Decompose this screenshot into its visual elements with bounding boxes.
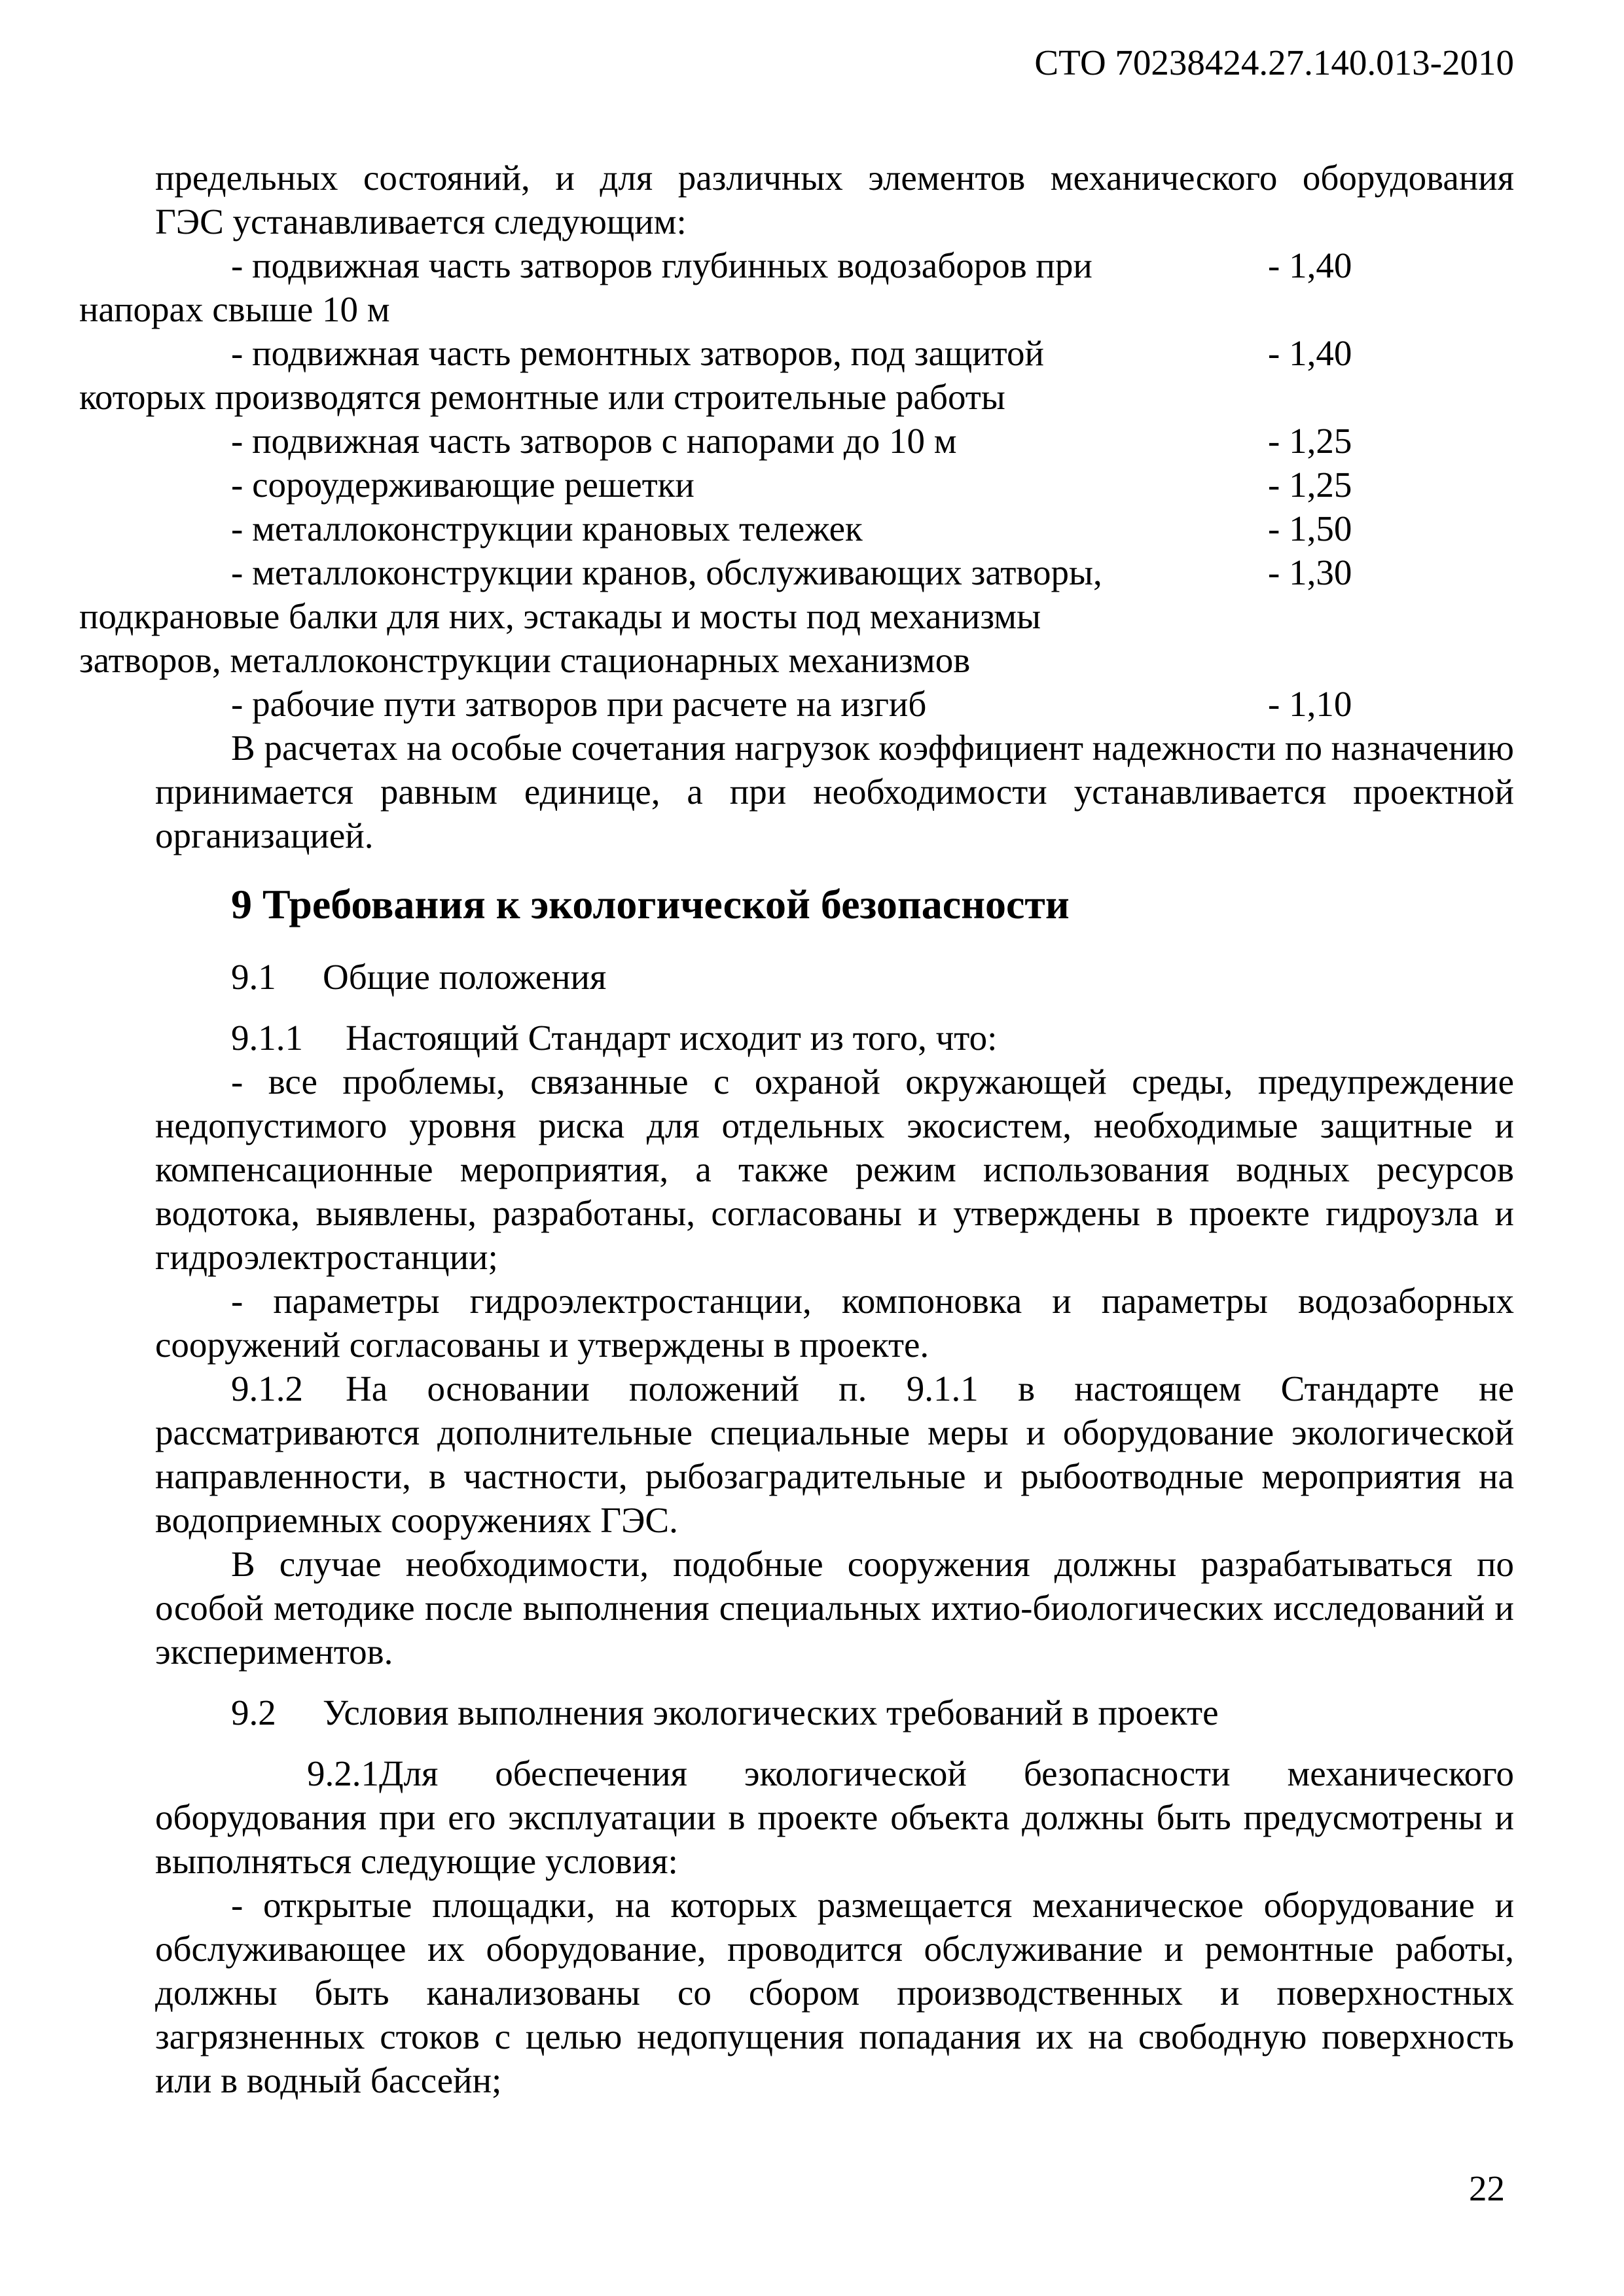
page-body (79, 156, 1514, 2102)
coefficient-value: - 1,10 (1268, 684, 1352, 724)
coefficient-label-line: подкрановые балки для них, эстакады и мосты под механизмы (79, 596, 1041, 636)
coefficient-item (79, 331, 1514, 419)
coefficient-label: - металлоконструкции крановых тележек (231, 509, 863, 548)
coefficient-label-line: - металлоконструкции кранов, обслуживающих затворы, (231, 552, 1102, 592)
section-title: Требования к экологической безопасности (262, 881, 1070, 927)
coefficient-label-line: напорах свыше 10 м (79, 289, 390, 329)
subsection-heading-9-2 (155, 1691, 1514, 1734)
coefficient-label: - рабочие пути затворов при расчете на изгиб (231, 684, 927, 724)
subsection-number: 9.1 (231, 957, 276, 997)
clause-lead-text: Настоящий Стандарт исходит из того, что: (346, 1018, 998, 1058)
coefficient-label-line: которых производятся ремонтные или строительные работы (79, 377, 1005, 417)
clause-text: Для обеспечения экологической безопасности механического оборудования при его эксплуатации в проекте объекта должны быть предусмотрены и выполняться следующие условия: (155, 1753, 1514, 1881)
subsection-heading-9-1 (155, 955, 1514, 999)
coefficient-label-line: - подвижная часть ремонтных затворов, под защитой (231, 333, 1044, 373)
coefficient-label (79, 331, 1268, 419)
clause-number: 9.1.1 (231, 1018, 303, 1058)
clause-number: 9.2.1 (307, 1753, 379, 1793)
subsection-title: Условия выполнения экологических требований в проекте (323, 1693, 1219, 1732)
coefficient-value: - 1,30 (1268, 552, 1352, 592)
subsection-title: Общие положения (323, 957, 607, 997)
coefficient-value: - 1,40 (1268, 333, 1352, 373)
clause-9-1-2-followup: В случае необходимости, подобные сооружения должны разрабатываться по особой методике после выполнения специальных ихтио-биологических исследований и экспериментов. (155, 1544, 1514, 1672)
subsection-number: 9.2 (231, 1693, 276, 1732)
page-number: 22 (1469, 2168, 1505, 2208)
coefficient-value: - 1,50 (1268, 509, 1352, 548)
coefficient-label (79, 550, 1268, 682)
special-loads-paragraph: В расчетах на особые сочетания нагрузок коэффициент надежности по назначению принимается равным единице, а при необходимости устанавливается проектной организацией. (155, 728, 1514, 855)
bullet-item: - все проблемы, связанные с охраной окружающей среды, предупреждение недопустимого уровня риска для отдельных экосистем, необходимые защитные и компенсационные мероприятия, а также режим использования водных ресурсов водотока, выявлены, разработаны, согласованы и утверждены в проекте гидроузла и гидроэлектростанции; (155, 1062, 1514, 1277)
coefficient-value: - 1,25 (1268, 465, 1352, 505)
coefficient-label-line: затворов, металлоконструкции стационарных механизмов (79, 640, 971, 680)
coefficient-item (155, 463, 1514, 507)
coefficient-item (155, 682, 1514, 726)
section-heading (155, 878, 1514, 931)
coefficient-value: - 1,40 (1268, 245, 1352, 285)
clause-9-1-1-lead (155, 1016, 1514, 1060)
clause-number: 9.1.2 (231, 1369, 303, 1408)
coefficient-item (155, 419, 1514, 463)
coefficient-item (79, 243, 1514, 331)
coefficient-list (79, 243, 1514, 726)
intro-line-2: ГЭС устанавливается следующим: (155, 202, 687, 242)
bullet-item: - открытые площадки, на которых размещается механическое оборудование и обслуживающее их оборудование, проводится обслуживание и ремонтные работы, должны быть канализованы со сбором производственных и поверхностных загрязненных стоков с целью недопущения попадания их на свободную поверхность или в водный бассейн; (155, 1885, 1514, 2100)
coefficient-item (79, 550, 1514, 682)
coefficient-item (155, 507, 1514, 550)
coefficient-value: - 1,25 (1268, 421, 1352, 461)
bullet-item: - параметры гидроэлектростанции, компоновка и параметры водозаборных сооружений согласованы и утверждены в проекте. (155, 1281, 1514, 1365)
coefficient-label: - подвижная часть затворов с напорами до 10 м (231, 421, 957, 461)
coefficient-label (79, 243, 1268, 331)
document-code-header: СТО 70238424.27.140.013-2010 (1034, 43, 1514, 82)
clause-9-2-1 (155, 1751, 1514, 1883)
section-number: 9 (231, 881, 252, 927)
clause-9-1-2 (155, 1367, 1514, 1542)
coefficient-label-line: - подвижная часть затворов глубинных водозаборов при (231, 245, 1092, 285)
intro-line-1: предельных состояний, и для различных элементов механического оборудования (155, 158, 1514, 198)
coefficient-label: - сороудерживающие решетки (231, 465, 695, 505)
clause-text: На основании положений п. 9.1.1 в настоящем Стандарте не рассматриваются дополнительные специальные меры и оборудование экологической направленности, в частности, рыбозаградительные и рыбоотводные мероприятия на водоприемных сооружениях ГЭС. (155, 1369, 1514, 1540)
